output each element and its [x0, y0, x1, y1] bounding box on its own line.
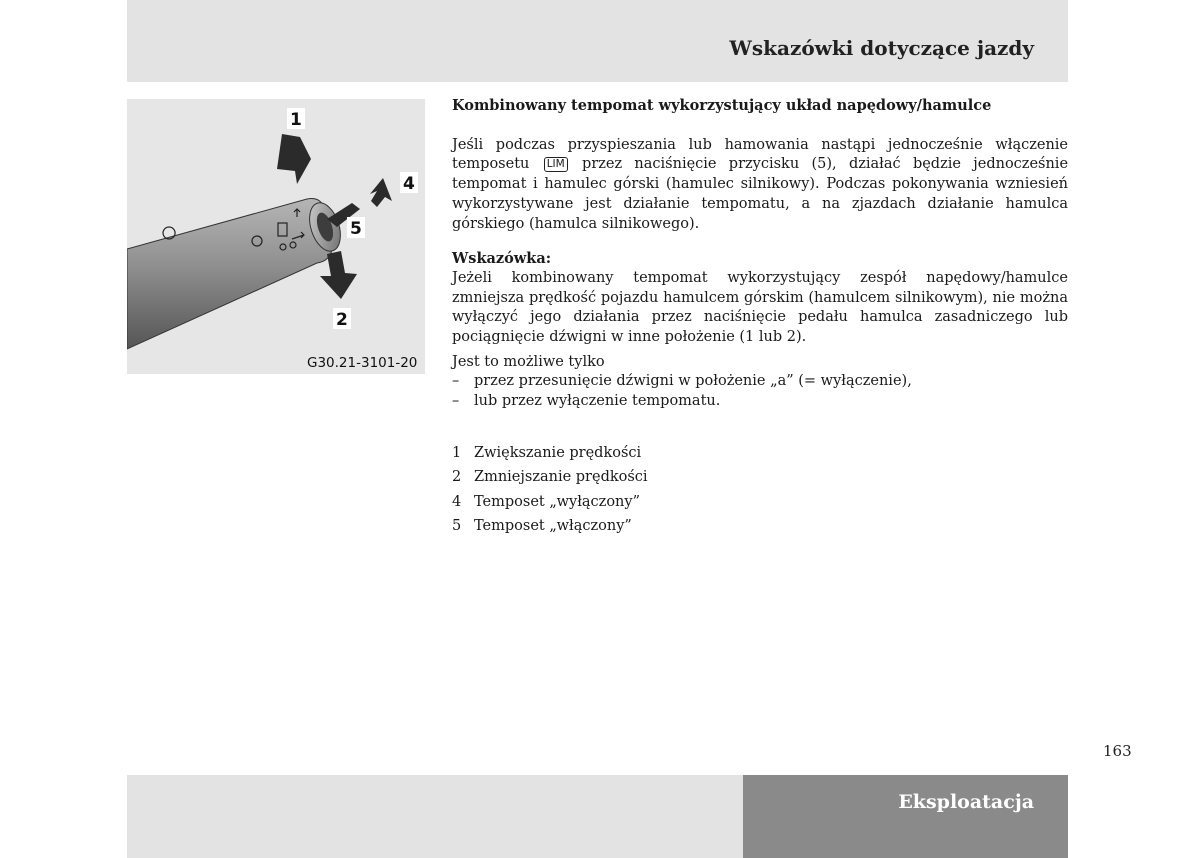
legend-item: 4 Temposet „wyłączony” [452, 493, 640, 510]
page-title: Wskazówki dotyczące jazdy [729, 36, 1034, 60]
list-item: – lub przez wyłączenie tempomatu. [452, 392, 1068, 412]
callout-4: 4 [403, 174, 415, 194]
footer-section-label: Eksploatacja [898, 791, 1034, 813]
intro-paragraph: Jeśli podczas przyspieszania lub hamowania nastąpi jednocześnie włączenie temposetu LIM przez naciśnięcie przycisku (5), działać będzie jednocześnie tempomat i hamulec górski (hamulec silnikowy). Podczas pokonywania wzniesień wykorzystywane jest działanie tempomatu, a na zjazdach działanie hamulca górskiego (hamulca silnikowego). [452, 136, 1069, 232]
list-item: – przez przesunięcie dźwigni w położenie „a” (= wyłączenie), [452, 372, 1068, 392]
figure-code: G30.21-3101-20 [307, 355, 418, 371]
possible-label: Jest to możliwe tylko [452, 353, 605, 370]
lim-button-icon: LIM [544, 157, 568, 172]
legend-item: 2 Zmniejszanie prędkości [452, 469, 648, 486]
lever-illustration [127, 99, 425, 374]
callout-2: 2 [336, 310, 348, 330]
main-content [452, 96, 1068, 542]
note-label: Wskazówka: [452, 250, 552, 268]
dash-list [452, 372, 1068, 411]
arrow-4 [370, 178, 392, 207]
legend-item: 1 Zwiększanie prędkości [452, 444, 642, 461]
note-text: Jeżeli kombinowany tempomat wykorzystujący zespół napędowy/hamulce zmniejsza prędkość pojazdu hamulcem górskim (hamulcem silnikowym), nie można wyłączyć jego działania przez naciśnięcie pedału hamulca zasadniczego lub pociągnięcie dźwigni w inne położenie (1 lub 2). [452, 269, 1068, 346]
page-number: 163 [1103, 742, 1132, 760]
callout-1: 1 [290, 110, 302, 130]
header-band [127, 0, 1068, 82]
cruise-control-lever-figure [127, 99, 425, 374]
section-title: Kombinowany tempomat wykorzystujący układ napędowy/hamulce [452, 97, 992, 114]
arrow-1 [277, 134, 311, 184]
lever-stalk [127, 199, 332, 350]
legend-item: 5 Temposet „włączony” [452, 518, 632, 535]
footer-band [127, 775, 743, 858]
legend-list [452, 444, 1068, 537]
footer-section-tab [743, 775, 1068, 858]
callout-5: 5 [350, 219, 362, 239]
